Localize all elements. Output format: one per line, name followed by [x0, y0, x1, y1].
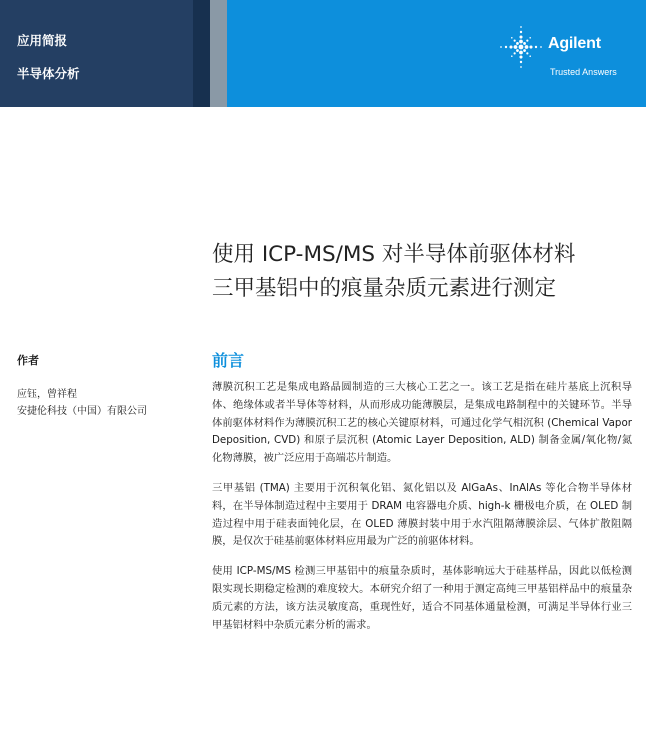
spark-dot — [509, 45, 512, 48]
title-line-2: 三甲基铝中的痕量杂质元素进行测定 — [212, 276, 557, 302]
intro-paragraph: 三甲基铝 (TMA) 主要用于沉积氧化铝、氮化铝以及 AlGaAs、InAlAs 等化合物半导体材料，在半导体制造过程中主要用于 DRAM 电容器电介质、high-k 栅极电介质，在 OLED 制造过程中用于硅表面钝化层，在 OLED 薄膜封装中用于水汽阻隔薄膜涂层、气体扩散阻隔膜，是仅次于硅基前驱体材料应用最为广泛的前驱体材料。 — [212, 481, 632, 548]
author-names: 应钰，曾祥程 — [17, 389, 77, 400]
author-organization: 安捷伦科技（中国）有限公司 — [17, 406, 147, 417]
brand-tagline: Trusted Answers — [550, 67, 617, 77]
author-heading: 作者 — [17, 354, 39, 367]
spark-dot — [520, 61, 522, 63]
spark-dot — [511, 55, 513, 57]
spark-icon — [496, 22, 546, 72]
header-stripe-gray — [210, 0, 227, 107]
header-stripe-dark — [193, 0, 210, 107]
spark-dot — [529, 37, 531, 39]
spark-dot — [511, 37, 513, 39]
title-line-1: 使用 ICP-MS/MS 对半导体前驱体材料 — [212, 242, 576, 268]
spark-dot — [520, 31, 522, 33]
spark-dot — [520, 26, 522, 28]
spark-dot — [523, 49, 526, 52]
spark-dot — [519, 55, 522, 58]
spark-dot — [520, 66, 522, 68]
intro-paragraph: 使用 ICP-MS/MS 检测三甲基铝中的痕量杂质时，基体影响远大于硅基样品，因此以低检测限实现长期稳定检测的难度较大。本研究介绍了一种用于测定高纯三甲基铝样品中的痕量杂质元素的方法，该方法灵敏度高，重现性好，适合不同基体通量检测，可满足半导体行业三甲基铝材料中杂质元素分析的需求。 — [212, 565, 632, 631]
spark-dot — [519, 40, 523, 44]
spark-dot — [514, 40, 516, 42]
agilent-logo — [496, 20, 626, 82]
spark-dot — [535, 46, 537, 48]
spark-dot — [526, 40, 528, 42]
spark-dot — [519, 35, 522, 38]
intro-body — [212, 379, 632, 646]
spark-dot — [516, 42, 519, 45]
spark-dot — [505, 46, 507, 48]
spark-dot — [540, 46, 542, 48]
spark-dot — [529, 45, 532, 48]
spark-dot — [529, 55, 531, 57]
page-title — [212, 238, 637, 306]
intro-paragraph: 薄膜沉积工艺是集成电路晶圆制造的三大核心工艺之一。该工艺是指在硅片基底上沉积导体、绝缘体或者半导体等材料，从而形成功能薄膜层，是集成电路制程中的关键环节。半导体前驱体材料作为薄膜沉积工艺的核心关键原材料，可通过化学气相沉积 (Chemical Vapor Deposition, CVD) 和原子层沉积 (Atomic Layer Deposition, ALD) 制备金属/氧化物/氮化物薄膜，被广泛应用于高端芯片制造。 — [212, 381, 632, 465]
spark-dot — [514, 52, 516, 54]
document-type-label: 应用简报 — [17, 33, 68, 48]
spark-dot — [500, 46, 502, 48]
brand-name: Agilent — [548, 35, 601, 52]
spark-dot — [519, 45, 524, 50]
document-topic-label: 半导体分析 — [17, 66, 80, 81]
spark-dot — [516, 49, 519, 52]
section-heading-intro: 前言 — [212, 351, 245, 370]
spark-dot — [514, 45, 518, 49]
header-navy-panel — [0, 0, 193, 107]
spark-dot — [519, 51, 523, 55]
spark-dot — [526, 52, 528, 54]
spark-dot — [525, 45, 529, 49]
spark-dot — [523, 42, 526, 45]
header-banner — [0, 0, 646, 107]
